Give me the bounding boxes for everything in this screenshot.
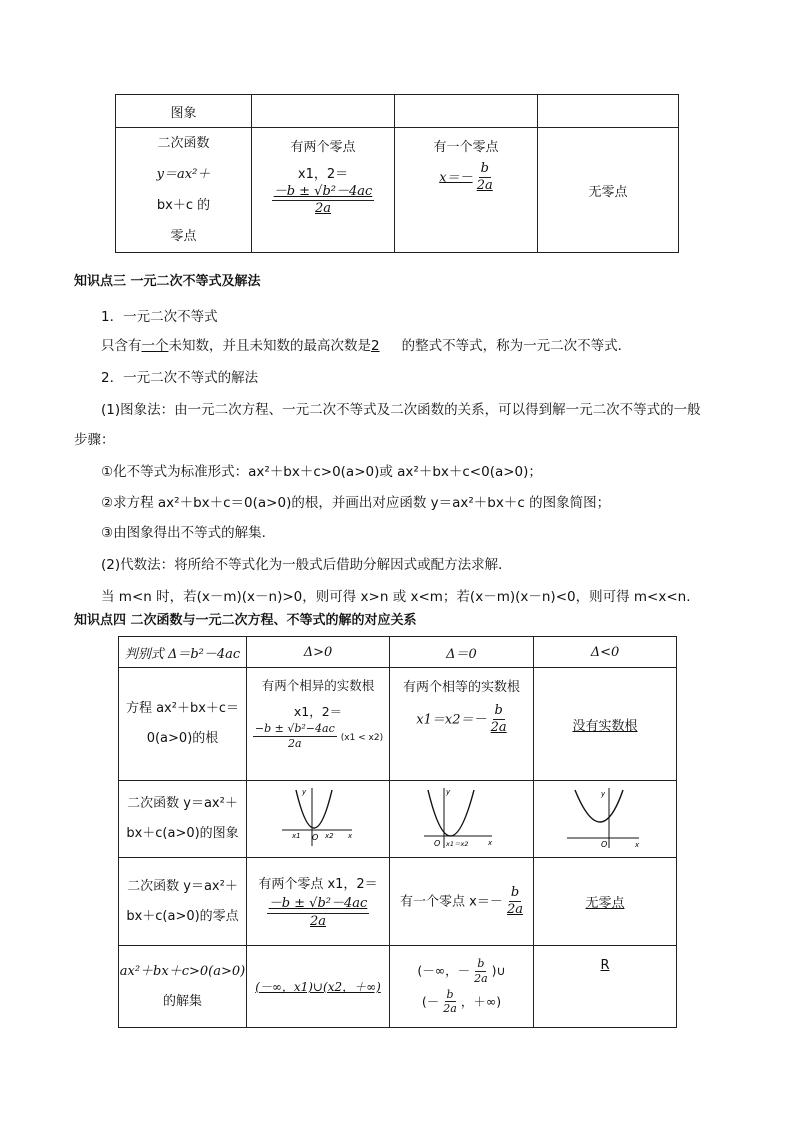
graph-x1-label: x1 [292, 832, 301, 840]
zeros-negative-cell: 无零点 [534, 858, 677, 946]
zero-row-label: 二次函数 y＝ax²＋ bx＋c 的 零点 [116, 128, 252, 253]
two-zeros-cell: 有两个零点 x1，2＝ $\frac{\text{－b ± √b²－4ac}}{2a}$ [252, 128, 395, 253]
graph-x-label: x [487, 839, 492, 847]
section4-title: 知识点四 二次函数与一元二次方程、不等式的解的对应关系 [74, 613, 417, 628]
graph-origin-label: O [601, 840, 608, 849]
method2: (2)代数法：将所给不等式化为一般式后借助分解因式或配方法求解． [101, 557, 512, 573]
method1-line1: (1)图象法：由一元二次方程、一元二次不等式及二次函数的关系，可以得到解一元二次不等式的一般 [101, 402, 701, 418]
step-1: ①化不等式为标准形式：ax²＋bx＋c>0(a>0)或 ax²＋bx＋c<0(a>0)； [101, 464, 542, 480]
graph-y-label: y [445, 788, 450, 796]
subheading-1: 1．一元二次不等式 [101, 309, 218, 325]
roots-row-label: 方程 ax²＋bx＋c＝ 0(a>0)的根 [119, 668, 247, 781]
solution-row-label: ax²＋bx＋c>0(a>0) 的解集 [119, 946, 247, 1028]
step-3: ③由图象得出不等式的解集． [101, 525, 276, 541]
section3-title: 知识点三 一元二次不等式及解法 [74, 274, 261, 289]
solution-zero-cell: (－∞，－ $\frac{b}{2a}$ )∪ (－ $\frac{b}{2a}$ ，＋∞) [390, 946, 534, 1028]
subheading-2: 2．一元二次不等式的解法 [101, 370, 259, 386]
graph-origin-label: O [433, 839, 440, 848]
header-zero: Δ＝0 [390, 637, 534, 668]
graph-y-label: y [302, 788, 307, 796]
zeros-zero-cell: 有一个零点 x＝－ $\frac{b}{2a}$ [390, 858, 534, 946]
graph-x2-label: x2 [325, 832, 334, 840]
zero-table [115, 94, 679, 253]
no-zero-cell: 无零点 [538, 128, 679, 253]
graph-y-label: y [601, 790, 606, 798]
solution-positive-cell: (－∞，x1)∪(x2，＋∞) [247, 946, 390, 1028]
one-zero-cell: 有一个零点 x＝－ $\frac{b}{2a}$ [395, 128, 538, 253]
roots-negative-cell: 没有实数根 [534, 668, 677, 781]
header-discriminant: 判别式 Δ＝b²－4ac [119, 637, 247, 668]
graph-x-label: x [348, 832, 353, 840]
roots-positive-cell: 有两个相异的实数根 x1，2＝ $\frac{\text{−b ± √b²−4ac}}{2a}$ (x1 < x2) [247, 668, 390, 781]
parabola-one-root [422, 784, 502, 850]
zeros-positive-cell: 有两个零点 x1，2＝ $\frac{\text{－b ± √b²－4ac}}{2a}$ [247, 858, 390, 946]
parabola-no-root [565, 784, 645, 850]
roots-zero-cell: 有两个相等的实数根 x1＝x2＝－ $\frac{b}{2a}$ [390, 668, 534, 781]
case-rule: 当 m<n 时，若(x－m)(x－n)>0，则可得 x>n 或 x<m；若(x－m)(x－n)<0，则可得 m<x<n. [101, 589, 691, 605]
graph-negative-cell [534, 781, 677, 858]
parabola-two-roots [278, 784, 358, 850]
discriminant-table [118, 636, 677, 1028]
method1-line2: 步骤： [74, 432, 115, 448]
zeros-row-label: 二次函数 y＝ax²＋ bx＋c(a>0)的零点 [119, 858, 247, 946]
graph-positive-cell [247, 781, 390, 858]
graph-row-label: 二次函数 y＝ax²＋ bx＋c(a>0)的图象 [119, 781, 247, 858]
solution-negative-cell: R [534, 946, 677, 1028]
graph-origin-label: O [312, 833, 319, 842]
definition: 只含有一个未知数，并且未知数的最高次数是2 的整式不等式，称为一元二次不等式． [101, 338, 632, 354]
header-positive: Δ>0 [247, 637, 390, 668]
graph-zero-cell [390, 781, 534, 858]
graph-x12-label: x1＝x2 [445, 840, 468, 848]
step-2: ②求方程 ax²＋bx＋c＝0(a>0)的根，并画出对应函数 y＝ax²＋bx＋c 的图象简图； [101, 495, 611, 511]
graph-x-label: x [635, 841, 640, 849]
header-negative: Δ<0 [534, 637, 677, 668]
image-row-label: 图象 [116, 95, 252, 128]
